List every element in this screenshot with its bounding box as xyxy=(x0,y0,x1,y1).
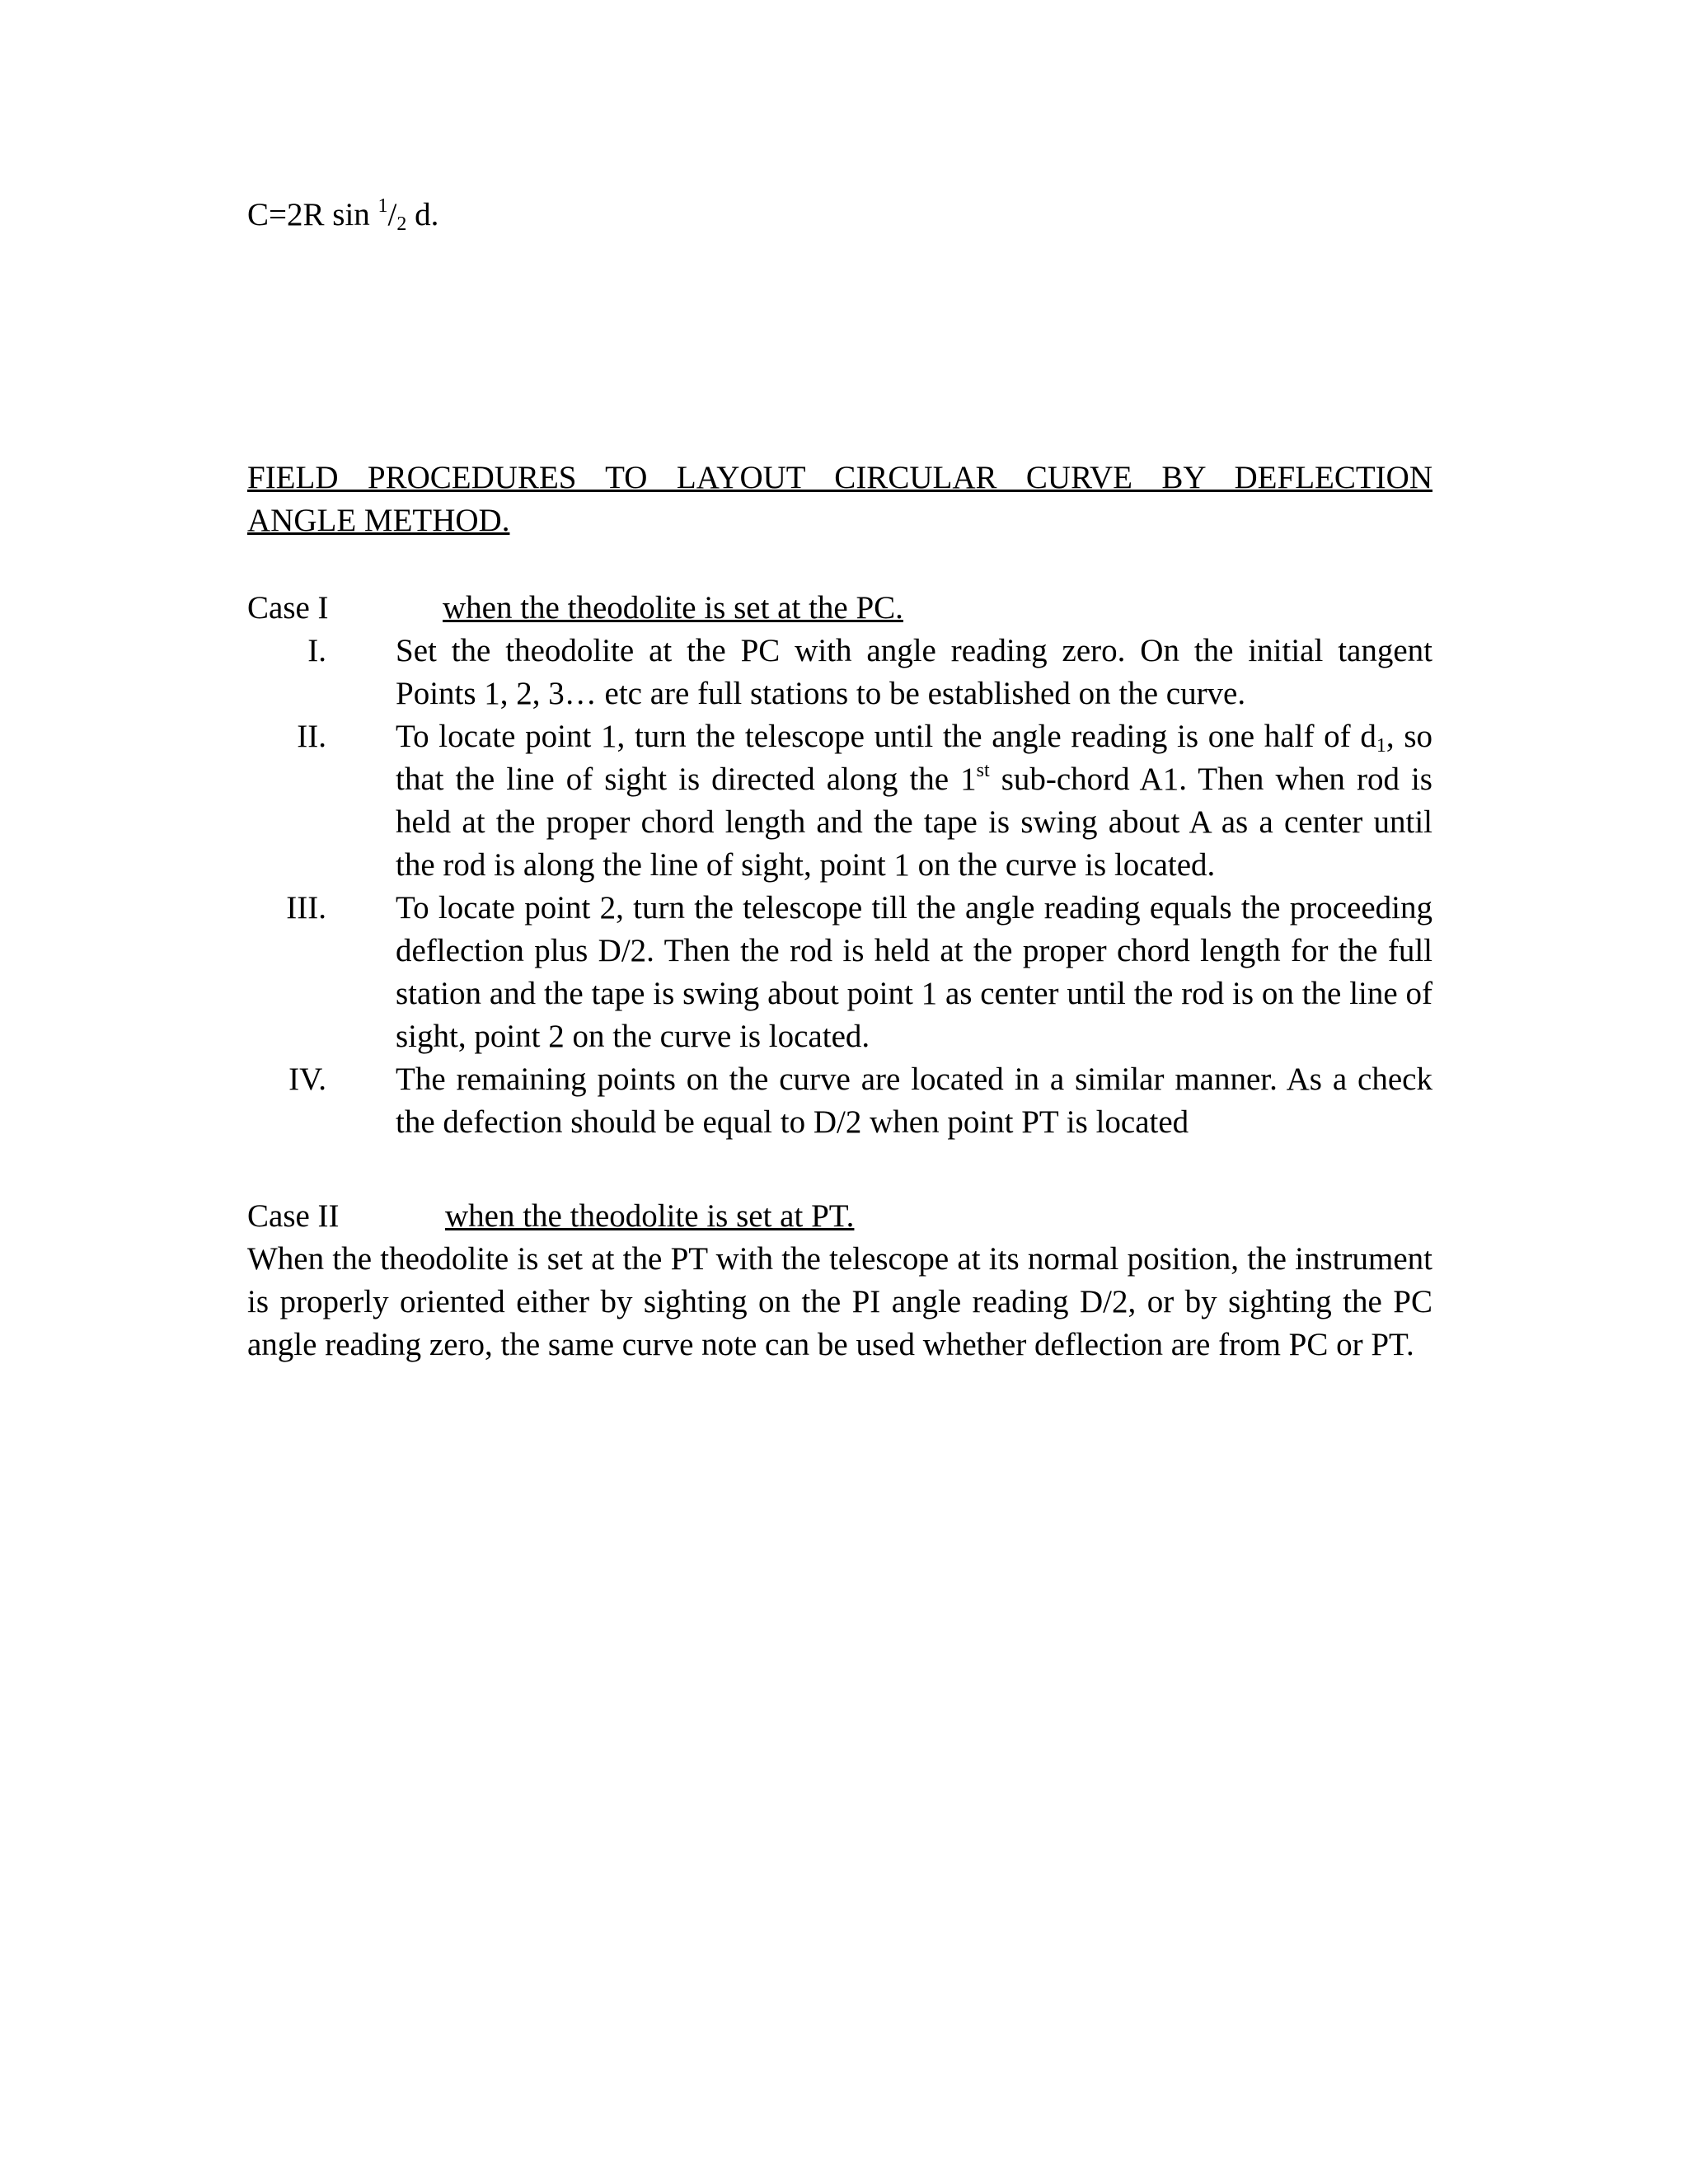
chord-formula xyxy=(247,194,1432,237)
step-text-part-a: To locate point 1, turn the telescope until the angle reading is one half of d xyxy=(396,719,1376,754)
step-text: Set the theodolite at the PC with angle reading zero. On the initial tangent Points 1, 2, 3… etc are full stations to be established on the curve. xyxy=(396,633,1432,711)
formula-suffix: d. xyxy=(406,197,439,232)
step-number: II. xyxy=(297,719,326,754)
subscript-1: 1 xyxy=(1376,735,1386,757)
case-2-paragraph: When the theodolite is set at the PT with the telescope at its normal position, the instrument is properly oriented either by sighting on the PI angle reading D/2, or by sighting the PC angle reading zero, the same curve note can be used whether deflection are from PC or PT. xyxy=(247,1241,1432,1362)
heading-line-1: FIELD PROCEDURES TO LAYOUT CIRCULAR CURVE BY DEFLECTION xyxy=(247,460,1432,495)
heading-line-2: ANGLE METHOD. xyxy=(247,503,510,538)
case-2-header xyxy=(247,1195,1432,1238)
case-1-steps xyxy=(247,630,1432,1144)
step-text: The remaining points on the curve are located in a similar manner. As a check the defection should be equal to D/2 when point PT is located xyxy=(396,1062,1432,1140)
step-number: IV. xyxy=(288,1062,326,1097)
case-2-title: when the theodolite is set at PT. xyxy=(445,1198,855,1234)
step-text: To locate point 2, turn the telescope till the angle reading equals the proceeding deflection plus D/2. Then the rod is held at the proper chord length for the full station and the tape is swing about point 1 as center until the rod is on the line of sight, point 2 on the curve is located. xyxy=(396,890,1432,1054)
step-number: I. xyxy=(307,633,326,668)
superscript-st: st xyxy=(976,760,990,781)
step-number: III. xyxy=(286,890,326,926)
list-item xyxy=(247,887,1432,1058)
formula-denominator: 2 xyxy=(396,213,407,235)
step-text-part-c: sub-chord A1. Then when rod is held at the proper chord length and the tape is swing about A as a center until the rod is along the line of sight, point 1 on the curve is located. xyxy=(396,762,1432,883)
case-1-header xyxy=(247,587,1432,630)
case-2-label: Case II xyxy=(247,1198,340,1234)
formula-fraction-slash: / xyxy=(387,197,397,232)
formula-prefix: C=2R sin xyxy=(247,197,378,232)
step-text-part-b: , so that the line of sight is directed along the 1 xyxy=(396,719,1432,797)
case-2-section xyxy=(247,1195,1432,1366)
list-item xyxy=(247,630,1432,715)
case-1-title: when the theodolite is set at the PC. xyxy=(443,590,903,626)
case-1-section xyxy=(247,587,1432,1144)
case-1-label: Case I xyxy=(247,590,329,626)
formula-numerator: 1 xyxy=(377,195,388,217)
section-heading xyxy=(247,457,1432,542)
list-item xyxy=(247,1058,1432,1144)
list-item xyxy=(247,715,1432,887)
